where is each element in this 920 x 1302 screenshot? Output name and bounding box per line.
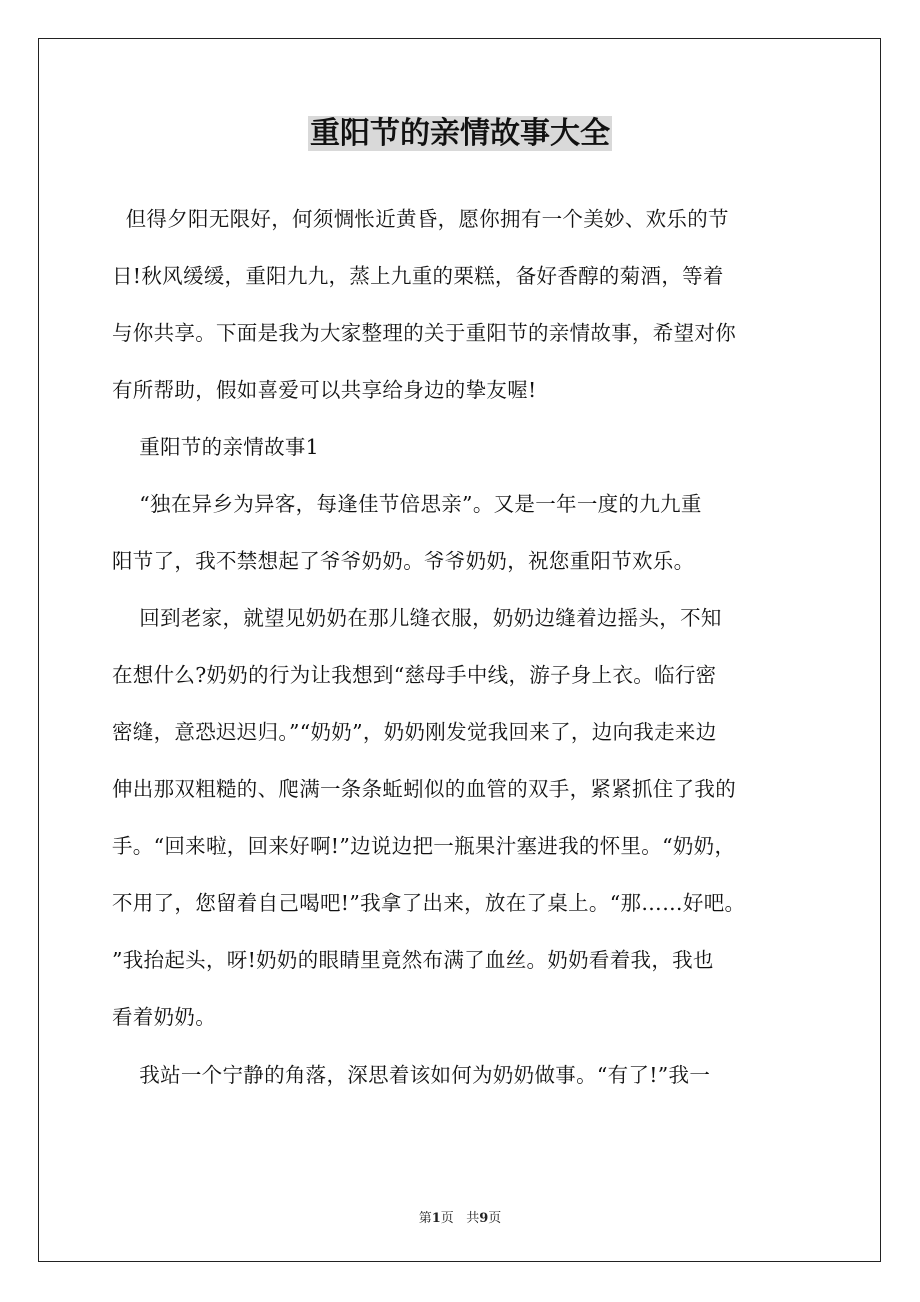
page-footer [0, 1207, 920, 1226]
footer-page-number: 1 [431, 1211, 441, 1226]
footer-suffix: 页 [488, 1211, 502, 1226]
paragraph-line: 手。“回来啦，回来好啊!”边说边把一瓶果汁塞进我的怀里。“奶奶， [112, 834, 736, 858]
paragraph-line: 在想什么?奶奶的行为让我想到“慈母手中线，游子身上衣。临行密 [112, 663, 717, 687]
paragraph-line: 阳节了，我不禁想起了爷爷奶奶。爷爷奶奶，祝您重阳节欢乐。 [112, 549, 695, 573]
paragraph-line: 看着奶奶。 [112, 1005, 216, 1029]
footer-middle: 页 共 [440, 1211, 480, 1226]
paragraph-line: 但得夕阳无限好，何须惆怅近黄昏，愿你拥有一个美妙、欢乐的节 [112, 207, 729, 231]
paragraph-line: 不用了，您留着自己喝吧!”我拿了出来，放在了桌上。“那……好吧。 [112, 891, 746, 915]
paragraph-line: ”我抬起头，呀!奶奶的眼睛里竟然布满了血丝。奶奶看着我，我也 [112, 948, 714, 972]
paragraph-line: “独在异乡为异客，每逢佳节倍思亲”。又是一年一度的九九重 [112, 492, 702, 516]
footer-total-pages: 9 [479, 1211, 489, 1226]
paragraph-line: 伸出那双粗糙的、爬满一条条蚯蚓似的血管的双手，紧紧抓住了我的 [112, 777, 736, 801]
paragraph-line: 我站一个宁静的角落，深思着该如何为奶奶做事。“有了!”我一 [112, 1063, 711, 1087]
paragraph-line: 有所帮助，假如喜爱可以共享给身边的挚友喔! [112, 378, 537, 402]
paragraph-line: 日!秋风缓缓，重阳九九，蒸上九重的栗糕，备好香醇的菊酒，等着 [112, 264, 724, 288]
footer-prefix: 第 [418, 1211, 432, 1226]
document-title [0, 110, 920, 158]
paragraph-line: 密缝，意恐迟迟归。”“奶奶”，奶奶刚发觉我回来了，边向我走来边 [112, 720, 717, 744]
paragraph-line: 与你共享。下面是我为大家整理的关于重阳节的亲情故事，希望对你 [112, 321, 736, 345]
section-heading: 重阳节的亲情故事1 [112, 435, 320, 459]
document-title-text: 重阳节的亲情故事大全 [310, 116, 610, 151]
paragraph-line: 回到老家，就望见奶奶在那儿缝衣服，奶奶边缝着边摇头，不知 [112, 606, 722, 630]
